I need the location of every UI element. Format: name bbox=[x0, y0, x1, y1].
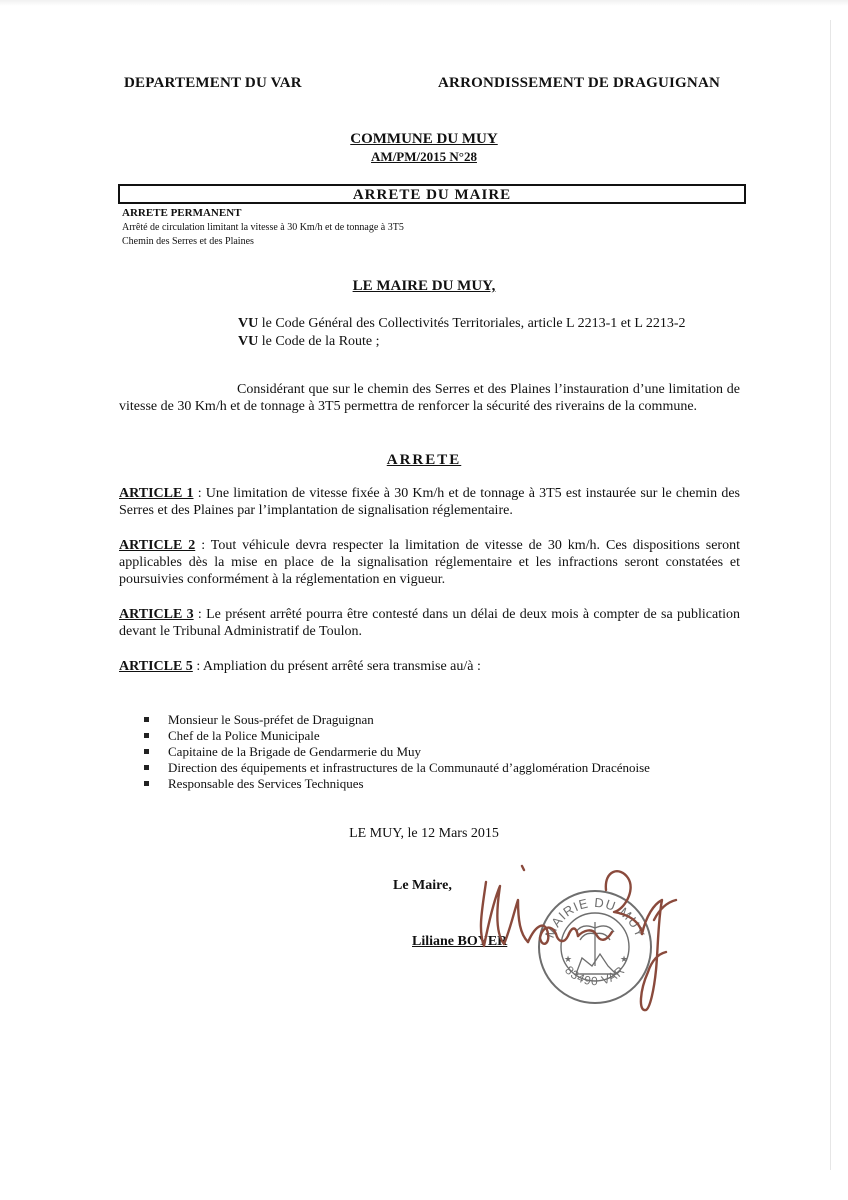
arrete-heading: ARRETE bbox=[386, 452, 462, 468]
article-text: : Le présent arrêté pourra être contesté dans un délai de deux mois à compter de sa publication devant le Tribunal Administratif de Toulon. bbox=[119, 607, 741, 639]
vu-line bbox=[238, 316, 686, 332]
decree-reference: AM/PM/2015 N°28 bbox=[371, 149, 477, 164]
header-department: DEPARTEMENT DU VAR bbox=[124, 75, 302, 91]
article-text: : Ampliation du présent arrêté sera transmise au/à : bbox=[192, 659, 481, 674]
recipients-list bbox=[144, 712, 650, 792]
commune-title: COMMUNE DU MUY bbox=[350, 131, 498, 147]
article-1 bbox=[119, 485, 740, 519]
recipient-text: Chef de la Police Municipale bbox=[168, 728, 320, 743]
header-arrondissement: ARRONDISSEMENT DE DRAGUIGNAN bbox=[438, 75, 721, 91]
scan-right-edge bbox=[830, 20, 831, 1170]
article-label: ARTICLE 2 bbox=[119, 538, 196, 553]
bullet-square-icon bbox=[144, 781, 149, 786]
svg-text:★: ★ bbox=[564, 955, 573, 965]
article-label: ARTICLE 1 bbox=[119, 486, 194, 501]
signatory-title: Le Maire, bbox=[393, 878, 452, 893]
bullet-square-icon bbox=[144, 765, 149, 770]
decree-subject: Arrêté de circulation limitant la vitesse à 30 Km/h et de tonnage à 3T5 bbox=[122, 222, 404, 233]
recipient-text: Responsable des Services Techniques bbox=[168, 776, 364, 791]
vu-text: le Code de la Route ; bbox=[258, 334, 380, 349]
date-line: LE MUY, le 12 Mars 2015 bbox=[349, 826, 499, 841]
list-item bbox=[144, 712, 650, 728]
vu-text: le Code Général des Collectivités Territoriales, article L 2213-1 et L 2213-2 bbox=[258, 316, 686, 331]
decree-location: Chemin des Serres et des Plaines bbox=[122, 236, 254, 247]
list-item bbox=[144, 776, 650, 792]
list-item bbox=[144, 728, 650, 744]
article-3 bbox=[119, 606, 740, 640]
mayor-heading: LE MAIRE DU MUY, bbox=[352, 278, 496, 294]
decree-title-box bbox=[118, 184, 746, 204]
decree-type: ARRETE PERMANENT bbox=[122, 207, 242, 219]
stamp-bottom-text: 83490 VAR bbox=[562, 963, 628, 989]
scan-top-edge bbox=[0, 0, 848, 6]
stamp-top-text: MAIRIE DU MUY bbox=[541, 894, 649, 941]
considerant-paragraph: Considérant que sur le chemin des Serres et des Plaines l’instauration d’une limitation de vitesse de 30 Km/h et de tonnage à 3T5 permettra de renforcer la sécurité des riverains de la commune. bbox=[119, 382, 740, 414]
bullet-square-icon bbox=[144, 749, 149, 754]
decree-title: ARRETE DU MAIRE bbox=[352, 187, 512, 203]
list-item bbox=[144, 744, 650, 760]
article-text: : Tout véhicule devra respecter la limitation de vitesse de 30 km/h. Ces dispositions seront applicables dès la mise en place de la signalisation réglementaire et les infractions seront constatées et poursuivies conformément à la réglementation en vigueur. bbox=[119, 538, 740, 587]
handwritten-signature-icon bbox=[456, 860, 696, 1020]
recipient-text: Direction des équipements et infrastructures de la Communauté d’agglomération Dracénoise bbox=[168, 760, 650, 775]
svg-text:★: ★ bbox=[620, 955, 629, 965]
signatory-name: Liliane BOYER bbox=[412, 934, 508, 949]
article-label: ARTICLE 5 bbox=[119, 659, 193, 674]
article-2 bbox=[119, 537, 740, 588]
article-text: : Une limitation de vitesse fixée à 30 Km/h et de tonnage à 3T5 est instaurée sur le chemin des Serres et des Plaines par l’implantation de signalisation réglementaire. bbox=[119, 486, 740, 518]
bullet-square-icon bbox=[144, 733, 149, 738]
list-item bbox=[144, 760, 650, 776]
bullet-square-icon bbox=[144, 717, 149, 722]
vu-label: VU bbox=[238, 334, 259, 349]
article-5 bbox=[119, 658, 740, 675]
article-label: ARTICLE 3 bbox=[119, 607, 194, 622]
vu-label: VU bbox=[238, 316, 259, 331]
vu-line bbox=[238, 334, 380, 350]
recipient-text: Capitaine de la Brigade de Gendarmerie du Muy bbox=[168, 744, 422, 759]
recipient-text: Monsieur le Sous-préfet de Draguignan bbox=[168, 712, 374, 727]
